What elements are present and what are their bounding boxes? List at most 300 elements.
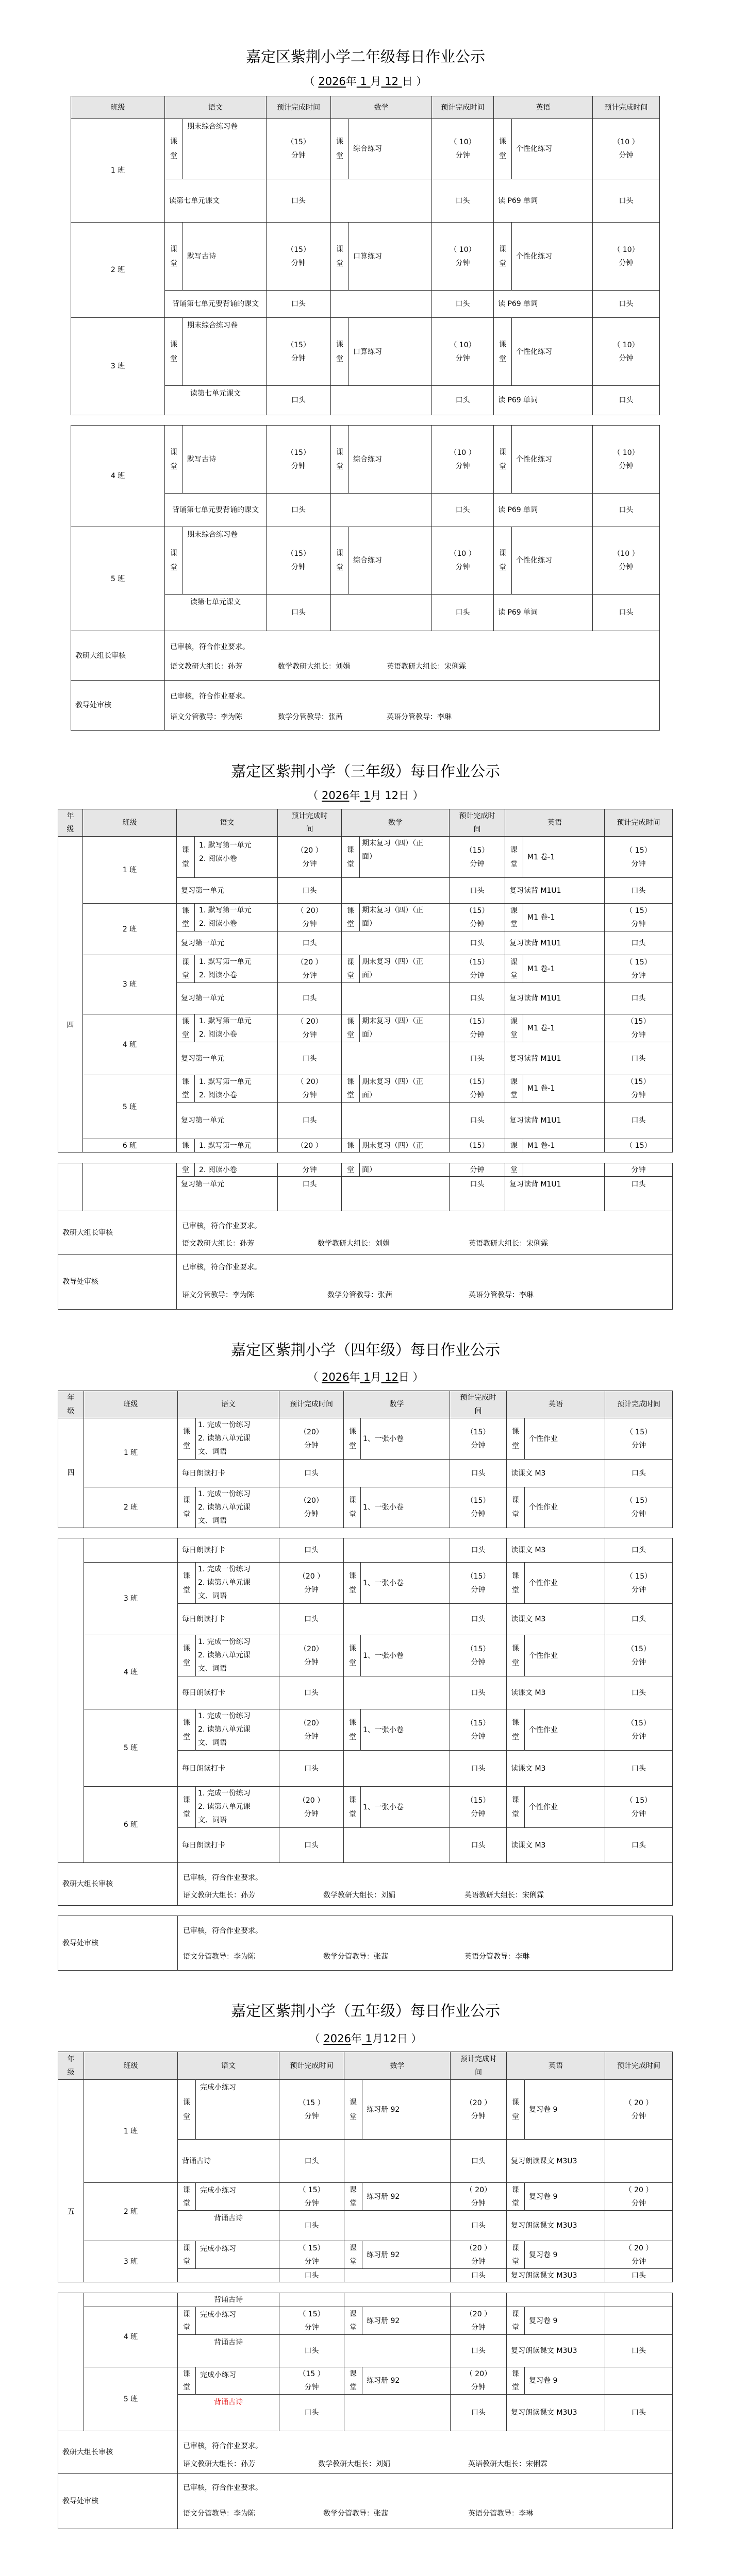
chinese-homework: 1. 完成一份练习 2. 读第八单元课 文、词语	[195, 1786, 279, 1828]
english-homework: 复习卷 9	[524, 2307, 605, 2335]
math-homework: 1、一张小卷	[360, 1487, 450, 1528]
ketang-label: 课 堂	[176, 903, 195, 931]
chinese-homework-2: 读第七单元课文	[164, 594, 267, 631]
grade-cell: 四	[58, 836, 83, 1153]
chinese-time: （15） 分钟	[266, 425, 331, 494]
chinese-homework-2: 复习第一单元	[176, 1176, 278, 1211]
header-grade: 年 级	[58, 2052, 84, 2080]
math-homework-2	[344, 2268, 451, 2282]
math-time: （10 ） 分钟	[431, 527, 494, 595]
class-name: 4 班	[84, 2307, 178, 2367]
english-time-2: 口头	[605, 1538, 673, 1563]
ketang-label: 课 堂	[177, 2241, 196, 2269]
chinese-homework-2: 背诵第七单元要背诵的课文	[164, 290, 267, 318]
english-homework-2: 复习读背 M1U1	[505, 931, 605, 955]
ketang-label: 课 堂	[506, 1786, 525, 1828]
math-time: （ 20） 分钟	[450, 2182, 507, 2211]
chinese-homework-2: 每日朗读打卡	[177, 1676, 279, 1709]
english-homework: 个性作业	[524, 1487, 605, 1528]
chinese-time-2: 口头	[266, 493, 331, 527]
math-time: （15）	[449, 1139, 505, 1153]
ketang-label: 课 堂	[343, 1635, 362, 1676]
math-homework-2	[344, 2139, 451, 2183]
ketang-label: 课 堂	[343, 1786, 362, 1828]
ketang-label: 课 堂	[493, 118, 512, 179]
chinese-time-2: 口头	[279, 1538, 344, 1563]
math-time: （10 ） 分钟	[431, 425, 494, 494]
english-homework: M1 卷-1	[523, 903, 605, 931]
chinese-time: （ 15） 分钟	[279, 2182, 344, 2211]
review-group-content	[164, 631, 660, 681]
english-homework-2: 复习朗读课文 M3U3	[506, 2268, 605, 2282]
math-time-2: 口头	[431, 179, 494, 223]
math-homework: 练习册 92	[362, 2367, 451, 2395]
math-homework: 口算练习	[348, 317, 432, 386]
english-homework: M1 卷-1	[523, 955, 605, 983]
math-homework: 1、一张小卷	[360, 1786, 450, 1828]
english-time: （ 15） 分钟	[605, 1487, 673, 1528]
review-office-content	[176, 1254, 673, 1310]
review-office-label: 教导处审核	[58, 1916, 178, 1971]
math-director: 数学分管教导：张茜	[327, 1291, 392, 1299]
math-time: （20 ） 分钟	[450, 2241, 507, 2269]
math-homework: 综合练习	[348, 118, 432, 179]
date-line: （ 2026年 1月12日 ）	[309, 2032, 422, 2045]
review-group-content	[177, 1862, 673, 1906]
math-homework-2	[344, 2293, 451, 2307]
english-homework-2: 复习读背 M1U1	[505, 877, 605, 904]
chinese-time: （ 15） 分钟	[279, 2241, 344, 2269]
english-time: 分钟	[604, 1163, 673, 1177]
chinese-homework-2: 背诵古诗	[177, 2210, 279, 2241]
math-time: （15） 分钟	[450, 1487, 507, 1528]
header-english: 英语	[505, 809, 605, 837]
math-homework: 练习册 92	[362, 2079, 451, 2140]
header-time: 预计完成时间	[279, 1391, 344, 1418]
math-time: 分钟	[449, 1163, 505, 1177]
math-time: （15） 分钟	[449, 836, 505, 878]
chinese-director: 语文分管教导：李为陈	[170, 713, 242, 721]
ketang-label: 课 堂	[343, 1562, 362, 1604]
header-chinese: 语文	[176, 809, 278, 837]
ketang-label: 课 堂	[177, 1786, 196, 1828]
english-homework: 个性化练习	[511, 317, 593, 386]
ketang-label: 课 堂	[177, 1635, 196, 1676]
approval-text: 已审核，符合作业要求。	[170, 643, 250, 651]
class-name: 1 班	[82, 836, 177, 904]
math-time-2: 口头	[450, 2210, 507, 2241]
english-time-2: 口头	[604, 931, 673, 955]
english-time: （ 15） 分钟	[604, 955, 673, 983]
chinese-time: （20 ） 分钟	[279, 1786, 344, 1828]
ketang-label: 课 堂	[176, 1075, 195, 1103]
chinese-homework-2: 读第七单元课文	[164, 385, 267, 415]
class-name: 3 班	[82, 955, 177, 1014]
ketang-label: 课 堂	[505, 1014, 523, 1042]
class-name-cont	[84, 1538, 178, 1563]
chinese-homework: 完成小练习	[195, 2079, 279, 2140]
chinese-time-2: 口头	[266, 179, 331, 223]
header-chinese: 语文	[177, 2052, 279, 2080]
english-homework: M1 卷-1	[523, 1014, 605, 1042]
english-homework: 个性化练习	[511, 118, 593, 179]
math-homework: 综合练习	[348, 425, 432, 494]
math-time-2: 口头	[431, 493, 494, 527]
english-homework-2: 复习朗读课文 M3U3	[506, 2334, 605, 2367]
english-time	[605, 2367, 673, 2395]
header-english: 英语	[506, 2052, 605, 2080]
class-name: 4 班	[84, 1635, 178, 1709]
math-homework: 期末复习（四）（正 面）	[359, 1014, 450, 1042]
chinese-time: （15 ） 分钟	[279, 2367, 344, 2395]
chinese-homework: 默写古诗	[182, 222, 267, 291]
english-homework: 个性作业	[524, 1635, 605, 1676]
header-math: 数学	[330, 96, 432, 119]
chinese-time-2: 口头	[279, 2394, 344, 2431]
ketang-label: 课 堂	[493, 425, 512, 494]
english-time: （ 10） 分钟	[592, 317, 660, 386]
math-lead: 数学教研大组长：刘娟	[318, 1240, 390, 1248]
english-homework: 个性作业	[524, 1418, 605, 1460]
ketang-label: 课 堂	[176, 836, 195, 878]
math-time: （20 ） 分钟	[450, 2307, 507, 2335]
header-chinese: 语文	[164, 96, 267, 119]
chinese-time: （20） 分钟	[279, 1487, 344, 1528]
ketang-label: 课 堂	[176, 955, 195, 983]
chinese-homework-2: 复习第一单元	[176, 1102, 278, 1139]
chinese-homework: 默写古诗	[182, 425, 267, 494]
english-homework-2: 读 P69 单词	[493, 290, 593, 318]
english-lead: 英语教研大组长：宋俐霖	[469, 1240, 548, 1248]
math-time-2: 口头	[450, 2139, 507, 2183]
class-name: 2 班	[84, 2182, 178, 2241]
math-lead: 数学教研大组长：刘娟	[318, 2460, 390, 2468]
chinese-homework: 期末综合练习卷	[182, 118, 267, 179]
chinese-time-2: 口头	[266, 385, 331, 415]
chinese-homework-2: 复习第一单元	[176, 1042, 278, 1075]
page-title-grade5: 嘉定区紫荆小学（五年级）每日作业公示	[230, 2002, 500, 2020]
header-time: 预计完成时 间	[449, 809, 505, 837]
chinese-time: （ 20） 分钟	[277, 1075, 342, 1103]
chinese-time-2: 口头	[277, 982, 342, 1014]
math-time: （ 20） 分钟	[450, 2367, 507, 2395]
math-director: 数学分管教导：张茜	[323, 2510, 388, 2518]
english-time: （ 20 ） 分钟	[605, 2079, 673, 2140]
math-homework-2	[341, 931, 450, 955]
math-homework-2	[330, 594, 432, 631]
header-time: 预计完成时间	[592, 96, 660, 119]
chinese-time-2: 口头	[277, 1176, 342, 1211]
class-name: 4 班	[71, 425, 165, 527]
math-time-2: 口头	[449, 982, 505, 1014]
ketang-label: 课 堂	[343, 1418, 362, 1460]
chinese-homework-2: 每日朗读打卡	[177, 1827, 279, 1863]
math-homework-2	[343, 1827, 450, 1863]
chinese-time-2: 口头	[277, 1102, 342, 1139]
header-chinese: 语文	[177, 1391, 279, 1418]
chinese-homework-2: 复习第一单元	[176, 982, 278, 1014]
chinese-homework-2-highlight: 背诵古诗	[177, 2394, 279, 2431]
english-director: 英语分管教导：李琳	[469, 1291, 534, 1299]
chinese-time: （20 ）	[277, 1139, 342, 1153]
math-homework: 期末复习（四）（正 面）	[359, 955, 450, 983]
ketang-label: 课 堂	[506, 1635, 525, 1676]
grade-cell	[58, 2293, 84, 2431]
ketang-label: 课 堂	[177, 2367, 196, 2395]
chinese-homework-2: 背诵第七单元要背诵的课文	[164, 493, 267, 527]
math-homework-2	[343, 1676, 450, 1709]
ketang-label: 课 堂	[506, 1418, 525, 1460]
page-title-grade4: 嘉定区紫荆小学（四年级）每日作业公示	[230, 1341, 500, 1359]
header-class: 班级	[84, 2052, 178, 2080]
ketang-label: 课 堂	[343, 1487, 362, 1528]
ketang-label: 课 堂	[177, 1562, 196, 1604]
header-math: 数学	[344, 2052, 451, 2080]
math-homework: 期末复习（四）（正 面）	[359, 1075, 450, 1103]
ketang-label: 课 堂	[177, 2307, 196, 2335]
grade-cell: 五	[58, 2079, 84, 2282]
chinese-homework: 1. 默写第一单元	[194, 1139, 278, 1153]
grade-cell	[58, 1163, 83, 1211]
english-time: （10 ） 分钟	[592, 527, 660, 595]
ketang-label: 课 堂	[330, 317, 349, 386]
math-time-2: 口头	[450, 1603, 507, 1635]
english-homework	[523, 1163, 605, 1177]
chinese-director: 语文分管教导：李为陈	[182, 1291, 254, 1299]
ketang-label: 课 堂	[506, 2367, 525, 2395]
review-group-content	[177, 2431, 673, 2474]
english-homework-2: 读 P69 单词	[493, 594, 593, 631]
english-homework-2: 读 P69 单词	[493, 179, 593, 223]
english-homework-2	[506, 2293, 605, 2307]
chinese-time: （15） 分钟	[266, 527, 331, 595]
chinese-homework: 1. 完成一份练习 2. 读第八单元课 文、词语	[195, 1635, 279, 1676]
english-time: （ 10） 分钟	[592, 425, 660, 494]
ketang-label: 课 堂	[330, 222, 349, 291]
english-time-2: 口头	[605, 2334, 673, 2367]
english-time: （15） 分钟	[605, 1635, 673, 1676]
date-line: （ 2026年 1月 12日 ）	[307, 789, 424, 802]
math-homework: 练习册 92	[362, 2182, 451, 2211]
chinese-homework-2	[177, 2268, 279, 2282]
english-time-2: 口头	[592, 594, 660, 631]
chinese-time: 分钟	[277, 1163, 342, 1177]
english-time: （ 10） 分钟	[592, 222, 660, 291]
math-homework-2	[341, 1176, 450, 1211]
chinese-time: （15） 分钟	[266, 118, 331, 179]
header-time: 预计完成时间	[605, 1391, 673, 1418]
chinese-homework-2: 背诵古诗	[177, 2293, 279, 2307]
ketang-label: 课 堂	[177, 1709, 196, 1751]
math-homework: 1、一张小卷	[360, 1635, 450, 1676]
english-time-2	[605, 2139, 673, 2183]
math-homework: 期末复习（四）（正	[359, 1139, 450, 1153]
ketang-label: 课 堂	[341, 903, 360, 931]
english-lead: 英语教研大组长：宋俐霖	[387, 663, 466, 671]
english-time-2: 口头	[605, 1603, 673, 1635]
page-title-grade3: 嘉定区紫荆小学（三年级）每日作业公示	[230, 762, 500, 780]
class-name: 5 班	[84, 1709, 178, 1787]
chinese-time: （20 ） 分钟	[279, 1562, 344, 1604]
english-director: 英语分管教导：李琳	[464, 1953, 529, 1961]
class-name: 3 班	[71, 317, 165, 415]
english-time-2: 口头	[604, 877, 673, 904]
math-homework-2	[341, 1102, 450, 1139]
chinese-time: （20 ） 分钟	[277, 955, 342, 983]
ketang-label: 课 堂	[344, 2079, 362, 2140]
math-time: （15） 分钟	[449, 955, 505, 983]
chinese-time: （15 ） 分钟	[279, 2079, 344, 2140]
math-time-2	[450, 2293, 507, 2307]
english-homework: 复习卷 9	[524, 2241, 605, 2269]
math-homework-2	[343, 1750, 450, 1787]
ketang-label: 课 堂	[505, 836, 523, 878]
english-time: （ 20 ） 分钟	[605, 2182, 673, 2211]
english-homework-2: 读课文 M3	[506, 1827, 605, 1863]
math-time-2: 口头	[450, 2334, 507, 2367]
grade-cell: 四	[58, 1418, 84, 1528]
english-time-2: 口头	[604, 1042, 673, 1075]
english-homework-2: 读课文 M3	[506, 1676, 605, 1709]
english-homework-2: 读 P69 单词	[493, 493, 593, 527]
review-office-label: 教导处审核	[71, 680, 165, 731]
english-homework-2: 读课文 M3	[506, 1538, 605, 1563]
math-time: （ 10） 分钟	[431, 118, 494, 179]
math-homework: 1、一张小卷	[360, 1418, 450, 1460]
math-time: （15） 分钟	[450, 1786, 507, 1828]
chinese-time-2: 口头	[279, 2210, 344, 2241]
header-time: 预计完成时间	[431, 96, 494, 119]
english-homework-2: 复习读背 M1U1	[505, 982, 605, 1014]
ketang-label: 课 堂	[343, 1709, 362, 1751]
ketang-label: 课 堂	[177, 2182, 196, 2211]
header-english: 英语	[493, 96, 593, 119]
ketang-label: 堂	[505, 1163, 523, 1177]
header-time: 预计完成时 间	[277, 809, 342, 837]
english-time-2	[605, 2210, 673, 2241]
ketang-label: 课	[505, 1139, 523, 1153]
chinese-director: 语文分管教导：李为陈	[183, 2510, 255, 2518]
english-time: （ 20 ） 分钟	[605, 2241, 673, 2269]
ketang-label: 课 堂	[505, 903, 523, 931]
class-name: 6 班	[84, 1786, 178, 1863]
chinese-homework: 2. 阅读小卷	[194, 1163, 278, 1177]
chinese-time: （15） 分钟	[266, 317, 331, 386]
ketang-label: 课 堂	[506, 1709, 525, 1751]
english-homework-2: 读 P69 单词	[493, 385, 593, 415]
chinese-homework-2: 每日朗读打卡	[177, 1603, 279, 1635]
ketang-label: 课 堂	[330, 527, 349, 595]
ketang-label: 课 堂	[493, 222, 512, 291]
math-homework-2	[343, 1538, 450, 1563]
chinese-time-2: 口头	[279, 2139, 344, 2183]
header-math: 数学	[341, 809, 450, 837]
math-time: （ 10） 分钟	[431, 222, 494, 291]
class-name: 3 班	[84, 2241, 178, 2282]
chinese-time-2: 口头	[279, 2334, 344, 2367]
english-time: （ 15） 分钟	[604, 836, 673, 878]
chinese-homework-2: 每日朗读打卡	[177, 1459, 279, 1487]
english-time-2: 口头	[592, 385, 660, 415]
english-time-2: 口头	[605, 1750, 673, 1787]
chinese-time-2: 口头	[279, 1603, 344, 1635]
grade-cell	[58, 1538, 84, 1905]
chinese-homework: 完成小练习	[195, 2367, 279, 2395]
chinese-time-2: 口头	[266, 290, 331, 318]
math-time: （20 ） 分钟	[450, 2079, 507, 2140]
english-time-2: 口头	[592, 493, 660, 527]
math-time-2: 口头	[431, 385, 494, 415]
header-class: 班级	[82, 809, 177, 837]
chinese-time-2: 口头	[277, 1042, 342, 1075]
english-homework: M1 卷-1	[523, 1139, 605, 1153]
math-time-2: 口头	[450, 1676, 507, 1709]
math-time-2: 口头	[450, 2394, 507, 2431]
english-time	[605, 2307, 673, 2335]
math-homework: 练习册 92	[362, 2307, 451, 2335]
chinese-homework-2: 每日朗读打卡	[177, 1750, 279, 1787]
math-time: （15） 分钟	[450, 1418, 507, 1460]
header-class: 班级	[84, 1391, 178, 1418]
chinese-time: （ 15） 分钟	[279, 2307, 344, 2335]
math-time-2: 口头	[449, 1176, 505, 1211]
ketang-label: 课 堂	[505, 1075, 523, 1103]
math-time-2: 口头	[450, 1538, 507, 1563]
math-lead: 数学教研大组长：刘娟	[278, 663, 350, 671]
math-homework: 面）	[359, 1163, 450, 1177]
english-time: （10 ） 分钟	[592, 118, 660, 179]
english-homework-2: 读课文 M3	[506, 1603, 605, 1635]
review-group-label: 教研大组长审核	[58, 1862, 178, 1906]
ketang-label: 课 堂	[506, 2241, 525, 2269]
review-office-label: 教导处审核	[58, 2473, 178, 2529]
chinese-homework: 1. 完成一份练习 2. 读第八单元课 文、词语	[195, 1487, 279, 1528]
header-english: 英语	[506, 1391, 605, 1418]
english-time-2: 口头	[605, 1827, 673, 1863]
date-line: （ 2026年 1 月 12 日 ）	[304, 75, 427, 88]
class-name: 2 班	[71, 222, 165, 318]
header-grade: 年 级	[58, 1391, 84, 1418]
ketang-label: 课 堂	[164, 425, 183, 494]
ketang-label: 课 堂	[341, 955, 360, 983]
math-time: （15） 分钟	[449, 903, 505, 931]
header-time: 预计完成时间	[605, 2052, 673, 2080]
english-time: （ 15）	[604, 1139, 673, 1153]
english-time-2: 口头	[604, 1102, 673, 1139]
english-time-2: 口头	[605, 2394, 673, 2431]
english-homework: M1 卷-1	[523, 836, 605, 878]
english-director: 英语分管教导：李琳	[387, 713, 452, 721]
chinese-time: （ 20） 分钟	[277, 1014, 342, 1042]
english-director: 英语分管教导：李琳	[468, 2510, 533, 2518]
review-group-label: 教研大组长审核	[58, 1211, 177, 1255]
ketang-label: 课 堂	[506, 1562, 525, 1604]
math-time: （15） 分钟	[450, 1562, 507, 1604]
chinese-homework: 1. 默写第一单元 2. 阅读小卷	[194, 1014, 278, 1042]
chinese-homework-2: 每日朗读打卡	[177, 1538, 279, 1563]
english-time-2: 口头	[605, 1676, 673, 1709]
english-time: （15） 分钟	[604, 1075, 673, 1103]
math-homework-2	[343, 1603, 450, 1635]
class-name-cont	[84, 2293, 178, 2307]
chinese-homework: 1. 默写第一单元 2. 阅读小卷	[194, 1075, 278, 1103]
english-homework: 个性化练习	[511, 222, 593, 291]
ketang-label: 课 堂	[506, 2079, 525, 2140]
ketang-label: 课 堂	[341, 1014, 360, 1042]
math-homework: 综合练习	[348, 527, 432, 595]
math-homework: 1、一张小卷	[360, 1709, 450, 1751]
ketang-label: 课 堂	[176, 1014, 195, 1042]
